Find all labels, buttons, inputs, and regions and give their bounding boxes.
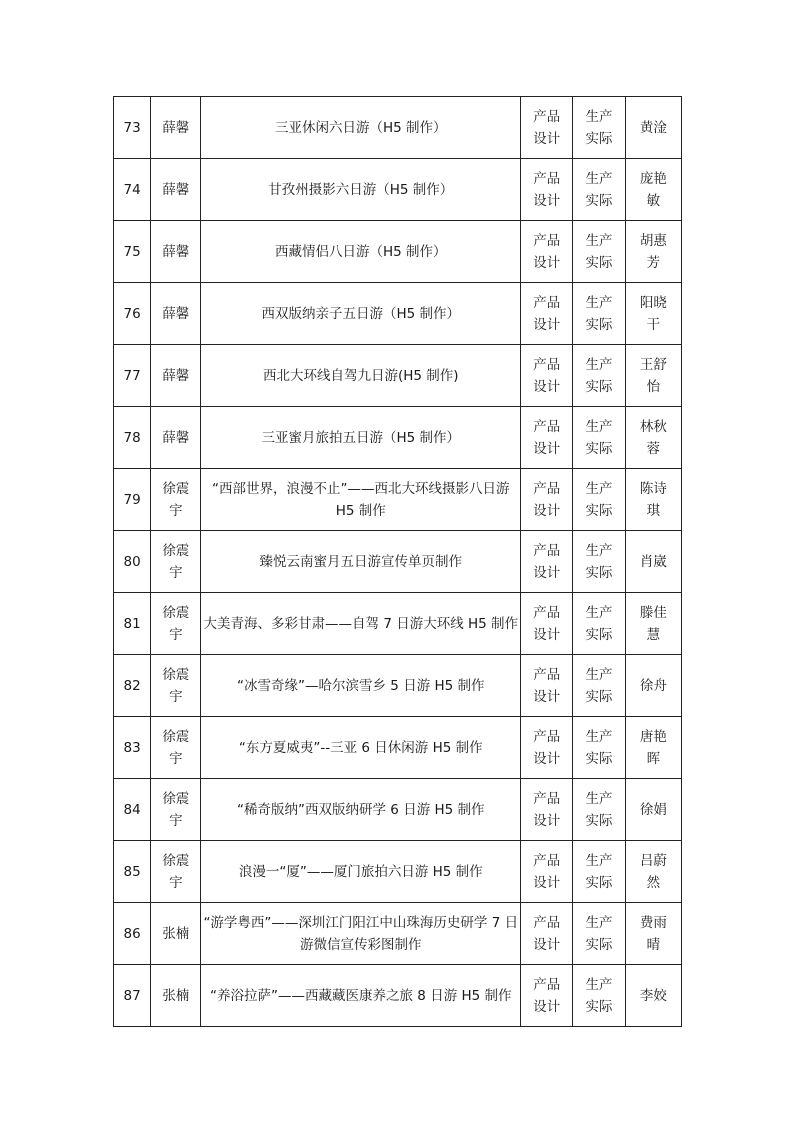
- project-source: 生产实际: [573, 531, 625, 593]
- student-name: 胡惠芳: [625, 221, 681, 283]
- instructor-name: 徐震宇: [151, 655, 201, 717]
- table-row: [114, 965, 682, 1027]
- project-source: 生产实际: [573, 283, 625, 345]
- project-source: 生产实际: [573, 965, 625, 1027]
- project-source: 生产实际: [573, 469, 625, 531]
- table-row: [114, 469, 682, 531]
- project-type: 产品设计: [521, 221, 573, 283]
- row-number: 75: [114, 221, 151, 283]
- table-row: [114, 779, 682, 841]
- project-title: 西双版纳亲子五日游（H5 制作）: [201, 283, 521, 345]
- instructor-name: 薛馨: [151, 407, 201, 469]
- row-number: 87: [114, 965, 151, 1027]
- student-name: 滕佳慧: [625, 593, 681, 655]
- row-number: 81: [114, 593, 151, 655]
- instructor-name: 徐震宇: [151, 469, 201, 531]
- project-type: 产品设计: [521, 531, 573, 593]
- instructor-name: 徐震宇: [151, 717, 201, 779]
- project-source: 生产实际: [573, 593, 625, 655]
- project-type: 产品设计: [521, 655, 573, 717]
- project-source: 生产实际: [573, 655, 625, 717]
- table-row: [114, 593, 682, 655]
- table-row: [114, 345, 682, 407]
- instructor-name: 张楠: [151, 965, 201, 1027]
- project-title: “东方夏威夷”--三亚 6 日休闲游 H5 制作: [201, 717, 521, 779]
- table-row: [114, 531, 682, 593]
- project-title: “游学粤西”——深圳江门阳江中山珠海历史研学 7 日游微信宣传彩图制作: [201, 903, 521, 965]
- table-row: [114, 903, 682, 965]
- table-row: [114, 283, 682, 345]
- project-type: 产品设计: [521, 283, 573, 345]
- project-title: “稀奇版纳”西双版纳研学 6 日游 H5 制作: [201, 779, 521, 841]
- project-title: 西藏情侣八日游（H5 制作）: [201, 221, 521, 283]
- table-row: [114, 407, 682, 469]
- student-name: 费雨晴: [625, 903, 681, 965]
- student-name: 唐艳晖: [625, 717, 681, 779]
- table-row: [114, 221, 682, 283]
- project-title: “冰雪奇缘”—哈尔滨雪乡 5 日游 H5 制作: [201, 655, 521, 717]
- instructor-name: 徐震宇: [151, 779, 201, 841]
- project-source: 生产实际: [573, 407, 625, 469]
- instructor-name: 薛馨: [151, 97, 201, 159]
- student-name: 阳晓干: [625, 283, 681, 345]
- project-title: 三亚蜜月旅拍五日游（H5 制作）: [201, 407, 521, 469]
- table-row: [114, 97, 682, 159]
- row-number: 79: [114, 469, 151, 531]
- student-name: 庞艳敏: [625, 159, 681, 221]
- student-name: 陈诗琪: [625, 469, 681, 531]
- row-number: 73: [114, 97, 151, 159]
- project-source: 生产实际: [573, 221, 625, 283]
- project-table: [113, 96, 682, 1027]
- row-number: 74: [114, 159, 151, 221]
- student-name: 吕蔚然: [625, 841, 681, 903]
- project-type: 产品设计: [521, 159, 573, 221]
- row-number: 85: [114, 841, 151, 903]
- project-table-body: [114, 97, 682, 1027]
- project-type: 产品设计: [521, 903, 573, 965]
- project-source: 生产实际: [573, 779, 625, 841]
- project-title: 西北大环线自驾九日游(H5 制作): [201, 345, 521, 407]
- project-source: 生产实际: [573, 903, 625, 965]
- table-row: [114, 717, 682, 779]
- student-name: 肖崴: [625, 531, 681, 593]
- row-number: 82: [114, 655, 151, 717]
- row-number: 83: [114, 717, 151, 779]
- instructor-name: 徐震宇: [151, 593, 201, 655]
- instructor-name: 薛馨: [151, 345, 201, 407]
- row-number: 80: [114, 531, 151, 593]
- student-name: 王舒怡: [625, 345, 681, 407]
- project-title: “养浴拉萨”——西藏藏医康养之旅 8 日游 H5 制作: [201, 965, 521, 1027]
- table-row: [114, 841, 682, 903]
- project-type: 产品设计: [521, 965, 573, 1027]
- project-type: 产品设计: [521, 593, 573, 655]
- project-title: 三亚休闲六日游（H5 制作）: [201, 97, 521, 159]
- row-number: 76: [114, 283, 151, 345]
- project-source: 生产实际: [573, 97, 625, 159]
- project-type: 产品设计: [521, 841, 573, 903]
- student-name: 李姣: [625, 965, 681, 1027]
- project-type: 产品设计: [521, 345, 573, 407]
- project-source: 生产实际: [573, 841, 625, 903]
- project-type: 产品设计: [521, 717, 573, 779]
- project-type: 产品设计: [521, 407, 573, 469]
- project-type: 产品设计: [521, 469, 573, 531]
- project-source: 生产实际: [573, 345, 625, 407]
- row-number: 86: [114, 903, 151, 965]
- project-title: “西部世界，浪漫不止”——西北大环线摄影八日游 H5 制作: [201, 469, 521, 531]
- student-name: 徐舟: [625, 655, 681, 717]
- project-type: 产品设计: [521, 97, 573, 159]
- project-source: 生产实际: [573, 159, 625, 221]
- project-type: 产品设计: [521, 779, 573, 841]
- instructor-name: 薛馨: [151, 159, 201, 221]
- student-name: 徐娟: [625, 779, 681, 841]
- student-name: 黄淦: [625, 97, 681, 159]
- instructor-name: 张楠: [151, 903, 201, 965]
- instructor-name: 徐震宇: [151, 531, 201, 593]
- instructor-name: 薛馨: [151, 221, 201, 283]
- table-row: [114, 655, 682, 717]
- instructor-name: 薛馨: [151, 283, 201, 345]
- student-name: 林秋蓉: [625, 407, 681, 469]
- row-number: 78: [114, 407, 151, 469]
- table-row: [114, 159, 682, 221]
- project-title: 甘孜州摄影六日游（H5 制作）: [201, 159, 521, 221]
- project-source: 生产实际: [573, 717, 625, 779]
- project-title: 大美青海、多彩甘肃——自驾 7 日游大环线 H5 制作: [201, 593, 521, 655]
- instructor-name: 徐震宇: [151, 841, 201, 903]
- project-title: 浪漫一“厦”——厦门旅拍六日游 H5 制作: [201, 841, 521, 903]
- row-number: 84: [114, 779, 151, 841]
- row-number: 77: [114, 345, 151, 407]
- project-title: 臻悦云南蜜月五日游宣传单页制作: [201, 531, 521, 593]
